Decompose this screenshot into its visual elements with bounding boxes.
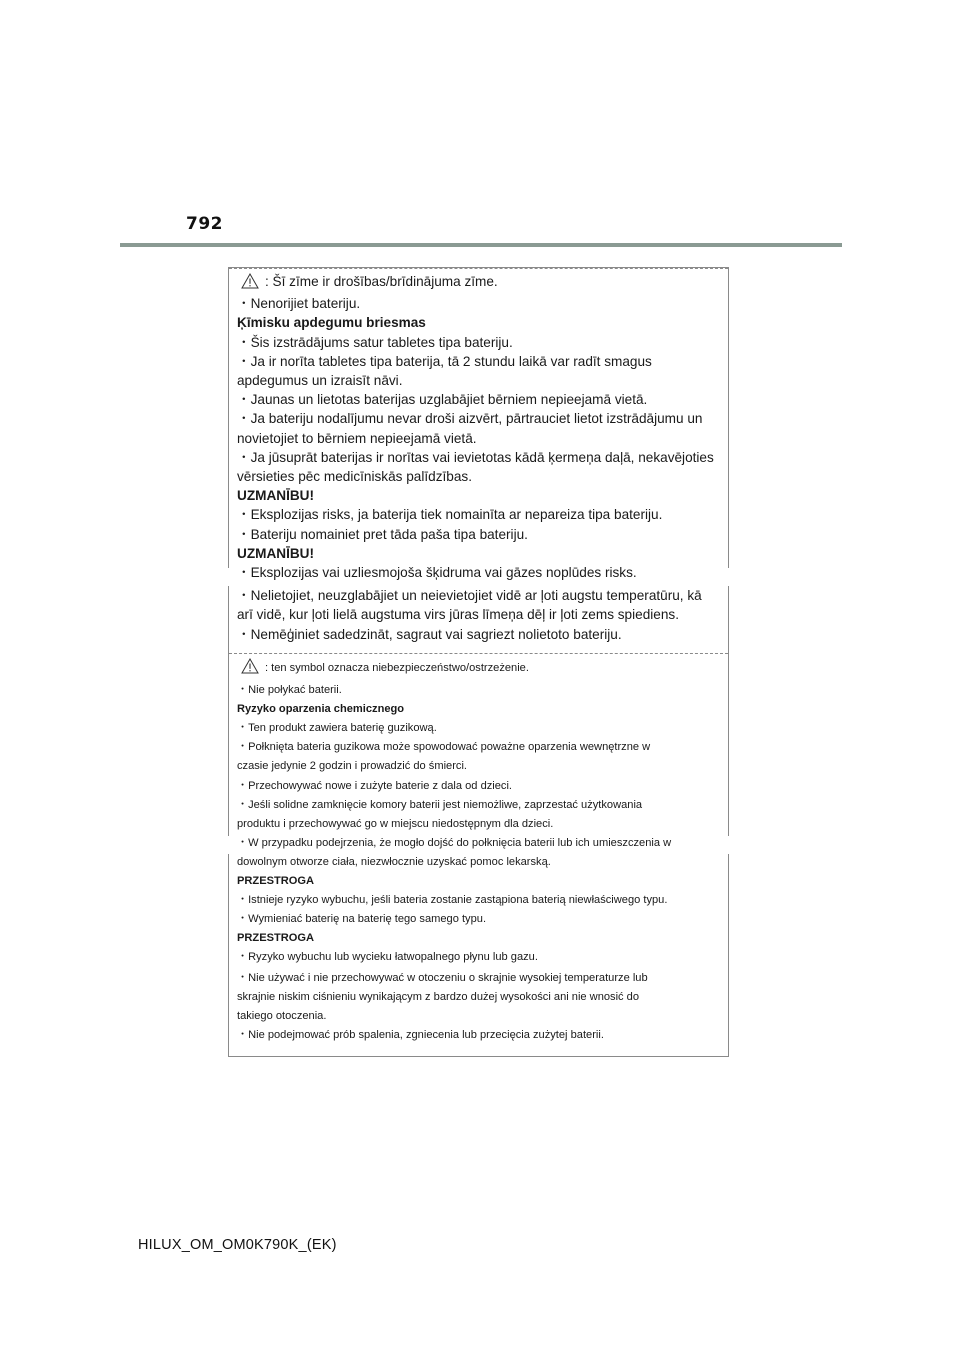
polish-line-3a: ・Połknięta bateria guzikowa może spowodować poważne oparzenia wewnętrzne w [237, 741, 651, 754]
latvian-heading-caution-2: UZMANĪBU! [237, 545, 315, 561]
box-edge-break-right-upper [728, 568, 729, 586]
polish-symbol-text: : ten symbol oznacza niebezpieczeństwo/ostrzeżenie. [265, 662, 529, 674]
latvian-line-6a: ・Ja jūsuprāt baterijas ir norītas vai ievietotas kādā ķermeņa daļā, nekavējoties [237, 449, 714, 465]
polish-symbol-line [237, 658, 722, 681]
latvian-line-2: ・Šis izstrādājums satur tabletes tipa bateriju. [237, 334, 513, 350]
polish-line-2: ・Ten produkt zawiera baterię guzikową. [237, 722, 437, 735]
latvian-line-4: ・Jaunas un lietotas baterijas uzglabājiet bērniem nepieejamā vietā. [237, 392, 648, 408]
latvian-line-8: ・Bateriju nomainiet pret tāda paša tipa bateriju. [237, 526, 528, 542]
latvian-line-5b: novietojiet to bērniem nepieejamā vietā. [237, 430, 477, 446]
language-divider-dashed [229, 653, 728, 654]
latvian-heading-caution-1: UZMANĪBU! [237, 488, 315, 504]
polish-heading-chemical-burn: Ryzyko oparzenia chemicznego [237, 703, 405, 716]
latvian-line-3b: apdegumus un izraisīt nāvi. [237, 373, 403, 389]
polish-line-10a: ・Nie używać i nie przechowywać w otoczeniu o skrajnie wysokiej temperaturze lub [237, 971, 648, 984]
polish-line-5b: produktu i przechowywać go w miejscu niedostępnym dla dzieci. [237, 817, 554, 830]
latvian-heading-chemical-burn: Ķīmisku apdegumu briesmas [237, 315, 426, 331]
polish-warning-section [237, 658, 722, 1045]
page-number: 792 [186, 214, 223, 234]
latvian-line-10b: arī vidē, kur ļoti lielā augstuma virs jūras līmeņa dēļ ir ļoti zems spiediens. [237, 607, 679, 623]
polish-line-4: ・Przechowywać nowe i zużyte baterie z dala od dzieci. [237, 779, 513, 792]
document-footer-code: HILUX_OM_OM0K790K_(EK) [138, 1237, 337, 1253]
box-edge-break-left [228, 836, 229, 854]
latvian-line-7: ・Eksplozijas risks, ja baterija tiek nomainīta ar nepareiza tipa bateriju. [237, 507, 663, 523]
polish-heading-caution-2: PRZESTROGA [237, 932, 315, 945]
polish-line-6b: dowolnym otworze ciała, niezwłocznie uzyskać pomoc lekarską. [237, 855, 551, 868]
latvian-line-6b: vērsieties pēc medicīniskās palīdzības. [237, 469, 472, 485]
latvian-line-9: ・Eksplozijas vai uzliesmojoša šķidruma vai gāzes noplūdes risks. [237, 565, 637, 581]
box-top-dashed-border [229, 268, 728, 269]
polish-line-3b: czasie jedynie 2 godzin i prowadzić do śmierci. [237, 760, 467, 773]
polish-line-6a: ・W przypadku podejrzenia, że mogło dojść do połknięcia baterii lub ich umieszczenia w [237, 836, 672, 849]
polish-line-10b: skrajnie niskim ciśnieniu wynikającym z bardzo dużej wysokości ani nie wnosić do [237, 990, 640, 1003]
polish-line-8: ・Wymieniać baterię na baterię tego samego typu. [237, 913, 487, 926]
header-rule [120, 243, 842, 247]
battery-warning-box [228, 267, 729, 1057]
polish-line-10c: takiego otoczenia. [237, 1009, 327, 1022]
warning-triangle-icon [241, 658, 259, 681]
latvian-line-11: ・Nemēģiniet sadedzināt, sagraut vai sagriezt nolietoto bateriju. [237, 626, 622, 642]
latvian-warning-section [237, 272, 722, 644]
polish-line-1: ・Nie połykać baterii. [237, 684, 342, 697]
warning-triangle-icon [241, 273, 259, 294]
latvian-symbol-text: : Šī zīme ir drošības/brīdinājuma zīme. [265, 274, 498, 289]
latvian-line-1: ・Nenorijiet bateriju. [237, 296, 361, 312]
box-edge-break-left-upper [228, 568, 229, 586]
polish-heading-caution-1: PRZESTROGA [237, 875, 315, 888]
latvian-line-5a: ・Ja bateriju nodalījumu nevar droši aizvērt, pārtrauciet lietot izstrādājumu un [237, 411, 703, 427]
polish-line-9: ・Ryzyko wybuchu lub wycieku łatwopalnego płynu lub gazu. [237, 951, 538, 964]
polish-line-11: ・Nie podejmować prób spalenia, zgniecenia lub przecięcia zużytej baterii. [237, 1028, 604, 1041]
box-edge-break-right [728, 836, 729, 854]
latvian-line-10a: ・Nelietojiet, neuzglabājiet un neievietojiet vidē ar ļoti augstu temperatūru, kā [237, 588, 702, 604]
polish-line-7: ・Istnieje ryzyko wybuchu, jeśli bateria zostanie zastąpiona baterią niewłaściwego typu. [237, 894, 668, 907]
latvian-line-3a: ・Ja ir norīta tabletes tipa baterija, tā 2 stundu laikā var radīt smagus [237, 353, 652, 369]
polish-line-5a: ・Jeśli solidne zamknięcie komory baterii jest niemożliwe, zaprzestać użytkowania [237, 798, 643, 811]
latvian-symbol-line [237, 272, 722, 294]
